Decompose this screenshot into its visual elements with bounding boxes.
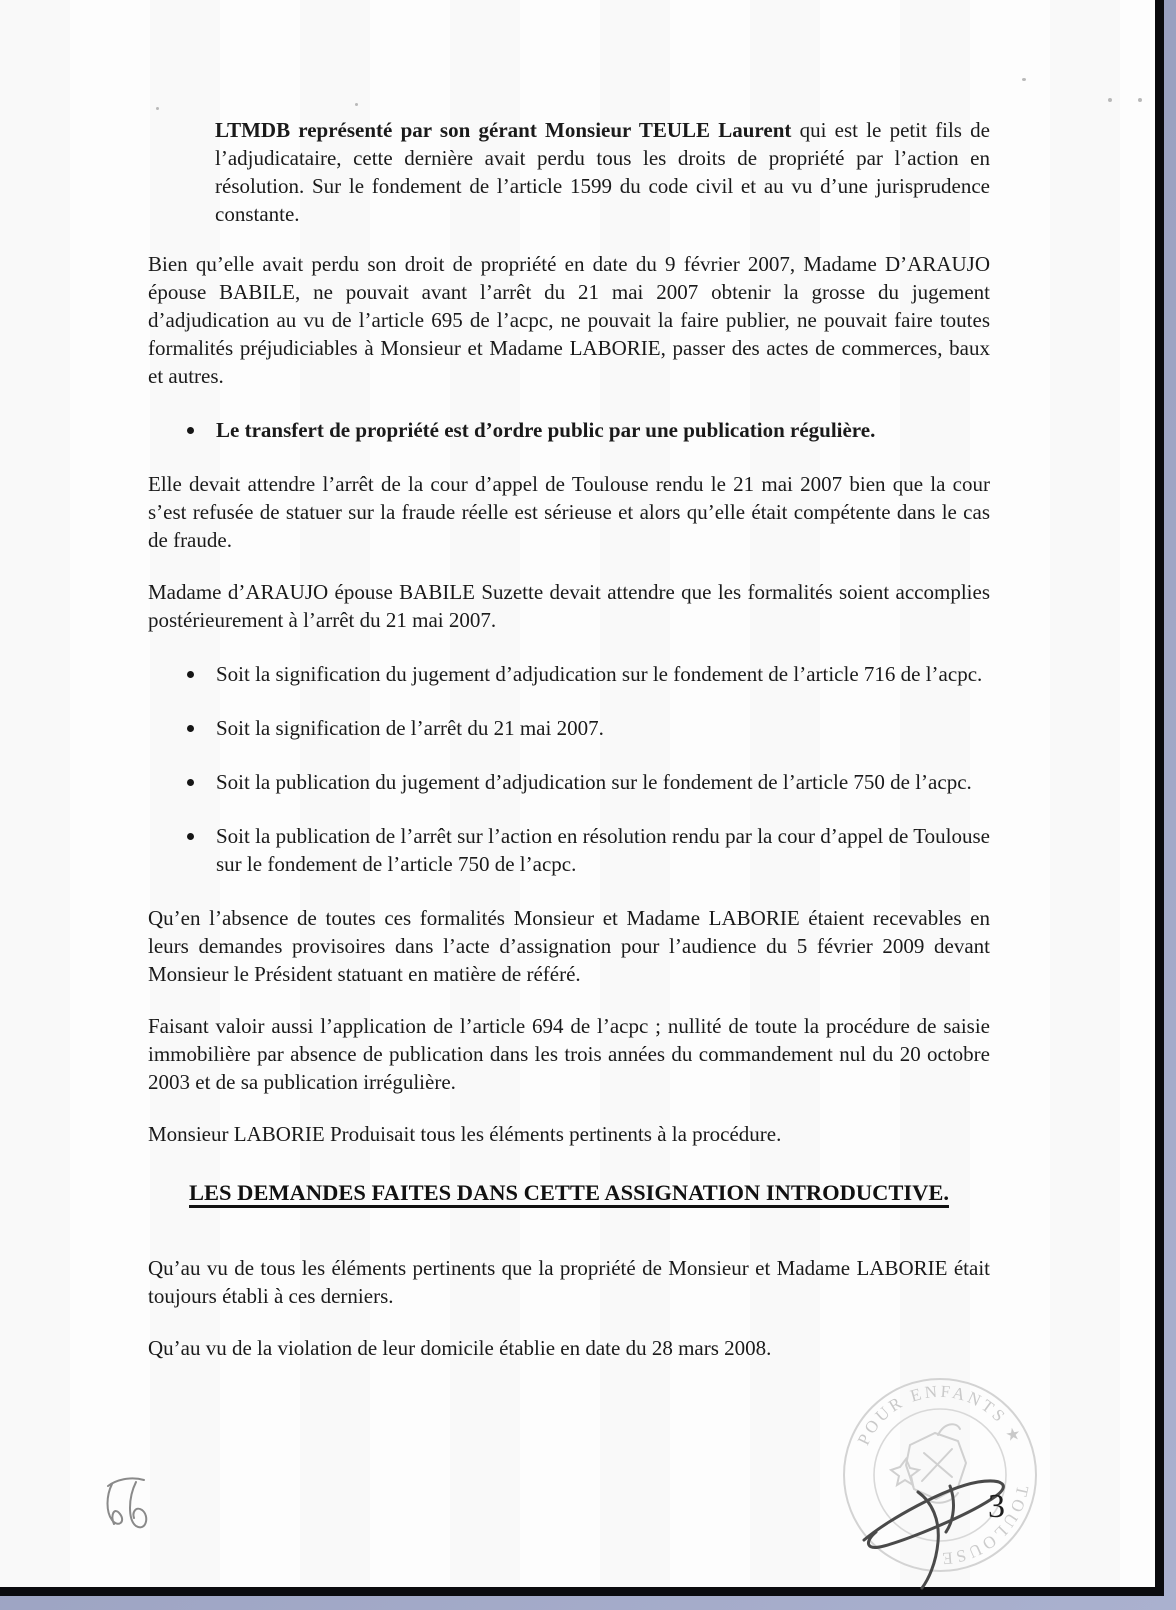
paragraph-intro xyxy=(215,116,990,228)
paragraph-propriete-etablie: Qu’au vu de tous les éléments pertinents que la propriété de Monsieur et Madame LABORIE était toujours établi à ces derniers. xyxy=(148,1256,990,1308)
svg-text:POUR ENFANTS ★ xyxy=(854,1382,1027,1449)
paragraph-intro-bold-lead: LTMDB représenté par son gérant Monsieur TEULE Laurent xyxy=(215,118,792,142)
section-heading-demandes: LES DEMANDES FAITES DANS CETTE ASSIGNATION INTRODUCTIVE. xyxy=(189,1180,949,1205)
paragraph-intro-rest: qui est le petit fils de l’adjudicataire, cette dernière avait perdu tous les droits de propriété par l’action en résolution. Sur le fondement de l’article 1599 du code civil et au vu d’une jurisprudence constante. xyxy=(215,118,990,226)
scan-speck xyxy=(1138,98,1142,102)
bullet-transfert-propriete xyxy=(148,416,990,444)
bullet-dot-icon xyxy=(187,833,194,840)
scan-speck xyxy=(156,107,159,110)
paragraph-laborie-produisait: Monsieur LABORIE Produisait tous les éléments pertinents à la procédure. xyxy=(148,1122,782,1146)
bullet-dot-icon xyxy=(187,725,194,732)
scan-speck xyxy=(1108,98,1112,102)
bullet-dot-icon xyxy=(187,427,194,434)
handwritten-initials xyxy=(100,1472,155,1538)
bullet-publication-jugement xyxy=(148,768,990,796)
seal-ring-text-right: TOULOUSE xyxy=(938,1483,1033,1569)
paragraph-attendre-arret: Elle devait attendre l’arrêt de la cour d’appel de Toulouse rendu le 21 mai 2007 bien que la cour s’est refusée de statuer sur la fraude réelle est sérieuse et alors qu’elle était compétente dans le cas de fraude. xyxy=(148,472,990,552)
paragraph-madame-daraujo: Madame d’ARAUJO épouse BABILE Suzette devait attendre que les formalités soient accomplies postérieurement à l’arrêt du 21 mai 2007. xyxy=(148,580,990,632)
bullet-signification-jugement-text: Soit la signification du jugement d’adjudication sur le fondement de l’article 716 de l’acpc. xyxy=(216,662,983,686)
scan-speck xyxy=(355,103,358,106)
bullet-transfert-propriete-text: Le transfert de propriété est d’ordre public par une publication régulière. xyxy=(216,418,876,442)
bullet-signification-arret-text: Soit la signification de l’arrêt du 21 mai 2007. xyxy=(216,716,604,740)
bullet-dot-icon xyxy=(187,779,194,786)
paragraph-absence-formalites: Qu’en l’absence de toutes ces formalités Monsieur et Madame LABORIE étaient recevables en leurs demandes provisoires dans l’acte d’assignation pour l’audience du 5 février 2009 devant Monsieur le Président statuant en matière de référé. xyxy=(148,906,990,986)
bullet-publication-arret-text: Soit la publication de l’arrêt sur l’action en résolution rendu par la cour d’appel de Toulouse sur le fondement de l’article 750 de l’acpc. xyxy=(216,824,990,876)
bullet-signification-jugement xyxy=(148,660,990,688)
bullet-publication-arret xyxy=(148,822,990,878)
page-number: 3 xyxy=(988,1488,1005,1525)
bullet-publication-jugement-text: Soit la publication du jugement d’adjudication sur le fondement de l’article 750 de l’acpc. xyxy=(216,770,972,794)
paragraph-violation-domicile: Qu’au vu de la violation de leur domicile établie en date du 28 mars 2008. xyxy=(148,1336,772,1360)
handwritten-signature xyxy=(858,1468,1018,1593)
paragraph-droit-propriete: Bien qu’elle avait perdu son droit de propriété en date du 9 février 2007, Madame D’ARAUJO épouse BABILE, ne pouvait avant l’arrêt du 21 mai 2007 obtenir la grosse du jugement d’adjudication au vu de l’article 695 de l’acpc, ne pouvait la faire publier, ne pouvait faire toutes formalités préjudiciables à Monsieur et Madame LABORIE, passer des actes de commerces, baux et autres. xyxy=(148,252,990,388)
paragraph-article-694: Faisant valoir aussi l’application de l’article 694 de l’acpc ; nullité de toute la procédure de saisie immobilière par absence de publication dans les trois années du commandement nul du 20 octobre 2003 et de sa publication irrégulière. xyxy=(148,1014,990,1094)
bullet-dot-icon xyxy=(187,671,194,678)
bullet-signification-arret xyxy=(148,714,990,742)
seal-ring-text-top: POUR ENFANTS ★ xyxy=(853,1381,1027,1449)
scan-speck xyxy=(1022,78,1026,81)
